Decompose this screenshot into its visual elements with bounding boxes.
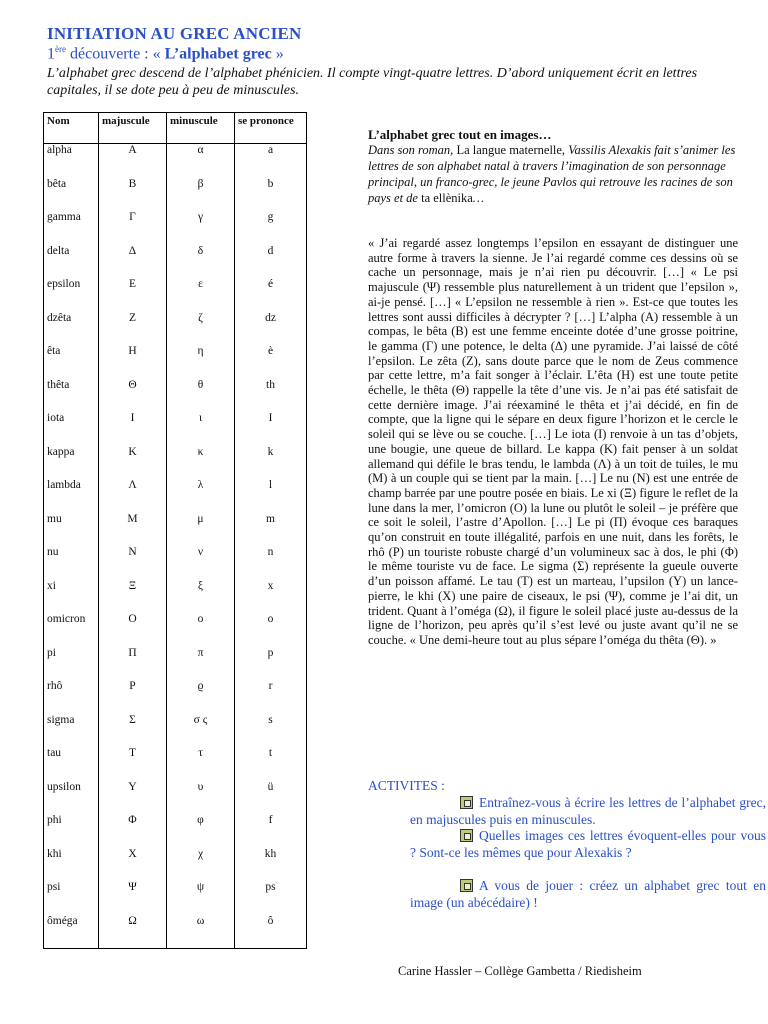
letter-name-cell: gamma: [44, 211, 99, 245]
page-title: INITIATION AU GREC ANCIEN: [47, 24, 302, 43]
letter-name-cell: nu: [44, 546, 99, 580]
intro-part-3: ta ellènika: [421, 191, 473, 205]
uppercase-cell: Ξ: [99, 580, 167, 614]
letter-name-cell: alpha: [44, 144, 99, 178]
table-row: [44, 814, 307, 848]
lowercase-cell: φ: [167, 814, 235, 848]
alphabet-table: [43, 112, 307, 949]
pronunciation-cell: o: [235, 613, 307, 647]
subtitle-superscript: ère: [55, 44, 66, 54]
letter-name-cell: êta: [44, 345, 99, 379]
book-title: La langue maternelle,: [456, 143, 569, 157]
pronunciation-cell: I: [235, 412, 307, 446]
pronunciation-cell: n: [235, 546, 307, 580]
pronunciation-cell: th: [235, 379, 307, 413]
uppercase-cell: Φ: [99, 814, 167, 848]
pronunciation-cell: kh: [235, 848, 307, 882]
table-row: [44, 848, 307, 882]
uppercase-cell: Ε: [99, 278, 167, 312]
pronunciation-cell: a: [235, 144, 307, 178]
lowercase-cell: σ ς: [167, 714, 235, 748]
table-row: [44, 211, 307, 245]
uppercase-cell: Α: [99, 144, 167, 178]
table-row: [44, 245, 307, 279]
letter-name-cell: upsilon: [44, 781, 99, 815]
lowercase-cell: ν: [167, 546, 235, 580]
lowercase-cell: λ: [167, 479, 235, 513]
uppercase-cell: Μ: [99, 513, 167, 547]
table-row: [44, 680, 307, 714]
pronunciation-cell: g: [235, 211, 307, 245]
table-row: [44, 278, 307, 312]
footer-credit: Carine Hassler – Collège Gambetta / Riedisheim: [398, 964, 642, 978]
uppercase-cell: Λ: [99, 479, 167, 513]
pronunciation-cell: ps: [235, 881, 307, 915]
activity-item: [410, 828, 766, 861]
lowercase-cell: κ: [167, 446, 235, 480]
intro-part-4: …: [472, 191, 484, 205]
uppercase-cell: Δ: [99, 245, 167, 279]
header-pronunciation: se prononce: [235, 113, 307, 144]
letter-name-cell: lambda: [44, 479, 99, 513]
letter-name-cell: omicron: [44, 613, 99, 647]
lowercase-cell: π: [167, 647, 235, 681]
lowercase-cell: ζ: [167, 312, 235, 346]
pronunciation-cell: s: [235, 714, 307, 748]
activity-text: Entraînez-vous à écrire les lettres de l’alphabet grec, en majuscules puis en minuscules.: [410, 795, 766, 827]
uppercase-cell: Ζ: [99, 312, 167, 346]
subtitle-bold: L’alphabet grec: [164, 45, 272, 63]
uppercase-cell: Η: [99, 345, 167, 379]
letter-name-cell: psi: [44, 881, 99, 915]
uppercase-cell: Υ: [99, 781, 167, 815]
letter-name-cell: sigma: [44, 714, 99, 748]
table-row: [44, 345, 307, 379]
letter-name-cell: rhô: [44, 680, 99, 714]
uppercase-cell: Ι: [99, 412, 167, 446]
lowercase-cell: γ: [167, 211, 235, 245]
pronunciation-cell: ô: [235, 915, 307, 949]
table-row: [44, 881, 307, 915]
lowercase-cell: δ: [167, 245, 235, 279]
table-row: [44, 312, 307, 346]
section-intro: [368, 142, 738, 206]
table-row: [44, 479, 307, 513]
lowercase-cell: τ: [167, 747, 235, 781]
letter-name-cell: dzêta: [44, 312, 99, 346]
lowercase-cell: ϱ: [167, 680, 235, 714]
letter-name-cell: thêta: [44, 379, 99, 413]
pronunciation-cell: m: [235, 513, 307, 547]
pronunciation-cell: é: [235, 278, 307, 312]
subtitle-text: découverte : «: [66, 45, 165, 63]
lowercase-cell: χ: [167, 848, 235, 882]
table-row: [44, 446, 307, 480]
intro-part-1: Dans son roman,: [368, 143, 457, 157]
table-body: [44, 144, 307, 949]
square-bullet-icon: [460, 796, 473, 809]
activity-text: A vous de jouer : créez un alphabet grec tout en image (un abécédaire) !: [410, 878, 766, 910]
pronunciation-cell: d: [235, 245, 307, 279]
letter-name-cell: kappa: [44, 446, 99, 480]
table-row: [44, 647, 307, 681]
header-uppercase: majuscule: [99, 113, 167, 144]
uppercase-cell: Τ: [99, 747, 167, 781]
header-lowercase: minuscule: [167, 113, 235, 144]
table-row: [44, 915, 307, 949]
lowercase-cell: ο: [167, 613, 235, 647]
lowercase-cell: ε: [167, 278, 235, 312]
uppercase-cell: Β: [99, 178, 167, 212]
pronunciation-cell: t: [235, 747, 307, 781]
activity-text: Quelles images ces lettres évoquent-elles pour vous ? Sont-ce les mêmes que pour Alexakis ?: [410, 828, 766, 860]
lowercase-cell: β: [167, 178, 235, 212]
uppercase-cell: Π: [99, 647, 167, 681]
uppercase-cell: Γ: [99, 211, 167, 245]
pronunciation-cell: l: [235, 479, 307, 513]
table-row: [44, 546, 307, 580]
lowercase-cell: θ: [167, 379, 235, 413]
letter-name-cell: phi: [44, 814, 99, 848]
pronunciation-cell: p: [235, 647, 307, 681]
page-subtitle: [47, 44, 284, 63]
table-row: [44, 412, 307, 446]
lowercase-cell: μ: [167, 513, 235, 547]
table-row: [44, 144, 307, 178]
uppercase-cell: Ο: [99, 613, 167, 647]
letter-name-cell: epsilon: [44, 278, 99, 312]
uppercase-cell: Χ: [99, 848, 167, 882]
section-title: L’alphabet grec tout en images…: [368, 127, 552, 142]
intro-part-2: Vassilis Alexakis fait s’animer les lettres de son alphabet natal à travers l’imagination de son personnage principal, un franco-grec, le jeune Pavlos qui retrouve les racines de son pays et de: [368, 143, 736, 205]
table-row: [44, 379, 307, 413]
table-row: [44, 178, 307, 212]
lowercase-cell: υ: [167, 781, 235, 815]
activity-item: [410, 795, 766, 828]
letter-name-cell: mu: [44, 513, 99, 547]
letter-name-cell: pi: [44, 647, 99, 681]
activities-title: ACTIVITES :: [368, 778, 445, 793]
letter-name-cell: khi: [44, 848, 99, 882]
table-row: [44, 513, 307, 547]
uppercase-cell: Ρ: [99, 680, 167, 714]
lowercase-cell: ω: [167, 915, 235, 949]
lowercase-cell: η: [167, 345, 235, 379]
table-row: [44, 613, 307, 647]
lowercase-cell: ψ: [167, 881, 235, 915]
uppercase-cell: Κ: [99, 446, 167, 480]
uppercase-cell: Θ: [99, 379, 167, 413]
table-header-row: [44, 113, 307, 144]
activity-item: [410, 878, 766, 911]
uppercase-cell: Ν: [99, 546, 167, 580]
lowercase-cell: α: [167, 144, 235, 178]
uppercase-cell: Σ: [99, 714, 167, 748]
pronunciation-cell: b: [235, 178, 307, 212]
header-name: Nom: [44, 113, 99, 144]
uppercase-cell: Ω: [99, 915, 167, 949]
letter-name-cell: bêta: [44, 178, 99, 212]
table-row: [44, 580, 307, 614]
letter-name-cell: xi: [44, 580, 99, 614]
subtitle-end: »: [271, 45, 284, 63]
pronunciation-cell: x: [235, 580, 307, 614]
pronunciation-cell: r: [235, 680, 307, 714]
quote-text: « J’ai regardé assez longtemps l’epsilon en essayant de distinguer une autre forme à travers la sienne. Je l’ai regardé comme ces dessins où se cache un personnage, mais je n’ai rien pu découvrir. […] « Le psi majuscule (Ψ) ressemble plus naturellement à un trident que l’epsilon », ai-je pensé. […] « L’epsilon ne ressemble à rien ». Est-ce que toutes les lettres sont aussi difficiles à décrypter ? […] L’alpha (Α) ressemble à un compas, le bêta (Β) est une femme enceinte dotée d’une grosse poitrine, le gamma (Γ) une potence, le delta (Δ) une pyramide. J’ai laissé de côté l’epsilon. Le zêta (Ζ), sans doute parce que le nom de Zeus commence par cette lettre, m’a fait songer à l’éclair. L’êta (Η) est une toute petite échelle, le thêta (Θ) rappelle la tête d’une vis. Je n’ai pas été satisfait de cette dernière image. J’ai réexaminé le thêta et j’ai décidé, en fin de compte, que la ligne qui le sépare en deux figure l’horizon et le cercle le soleil qui se lève ou se couche. […] Le iota (Ι) renvoie à un tas d’objets, une bougie, une queue de billard. Le kappa (Κ) fait penser à un soldat allemand qui défile le bras tendu, le lambda (Λ) à un toit de tuiles, le mu (Μ) à un couple qui se tient par la main. […] Le nu (Ν) est une entrée de champ barrée par une poutre posée en biais. Le xi (Ξ) figure le reflet de la lune dans la mer, l’omicron (Ο) la lune ou plutôt le soleil – je préfère que ce soit le soleil, l’astre d’Apollon. […] Le pi (Π) évoque ces baraques qu’on construit en toute illégalité, parfois en une nuit, dans les forêts, le rhô (Ρ) un touriste robuste chargé d’un volumineux sac à dos, le phi (Φ) le même touriste vu de face. Le sigma (Σ) représente la gueule ouverte d’un poisson affamé. Le tau (Τ) est un marteau, l’upsilon (Υ) un lance-pierre, le khi (Χ) une paire de ciseaux, le psi (Ψ), comme je l’ai dit, un trident. Quant à l’oméga (Ω), il figure le soleil placé juste au-dessus de la ligne de l’horizon, peu après qu’il s’est levé ou juste avant qu’il ne se couche. « Une demi-heure tout au plus sépare l’oméga du thêta (Θ). »: [368, 236, 738, 647]
table-row: [44, 747, 307, 781]
square-bullet-icon: [460, 829, 473, 842]
pronunciation-cell: ü: [235, 781, 307, 815]
uppercase-cell: Ψ: [99, 881, 167, 915]
letter-name-cell: delta: [44, 245, 99, 279]
letter-name-cell: ôméga: [44, 915, 99, 949]
pronunciation-cell: è: [235, 345, 307, 379]
letter-name-cell: tau: [44, 747, 99, 781]
pronunciation-cell: k: [235, 446, 307, 480]
pronunciation-cell: dz: [235, 312, 307, 346]
intro-text: L’alphabet grec descend de l’alphabet phénicien. Il compte vingt-quatre lettres. D’abord uniquement écrit en lettres capitales, il se dote peu à peu de minuscules.: [47, 66, 698, 98]
table-row: [44, 714, 307, 748]
letter-name-cell: iota: [44, 412, 99, 446]
table-row: [44, 781, 307, 815]
lowercase-cell: ι: [167, 412, 235, 446]
square-bullet-icon: [460, 879, 473, 892]
subtitle-number: 1: [47, 45, 55, 63]
pronunciation-cell: f: [235, 814, 307, 848]
lowercase-cell: ξ: [167, 580, 235, 614]
